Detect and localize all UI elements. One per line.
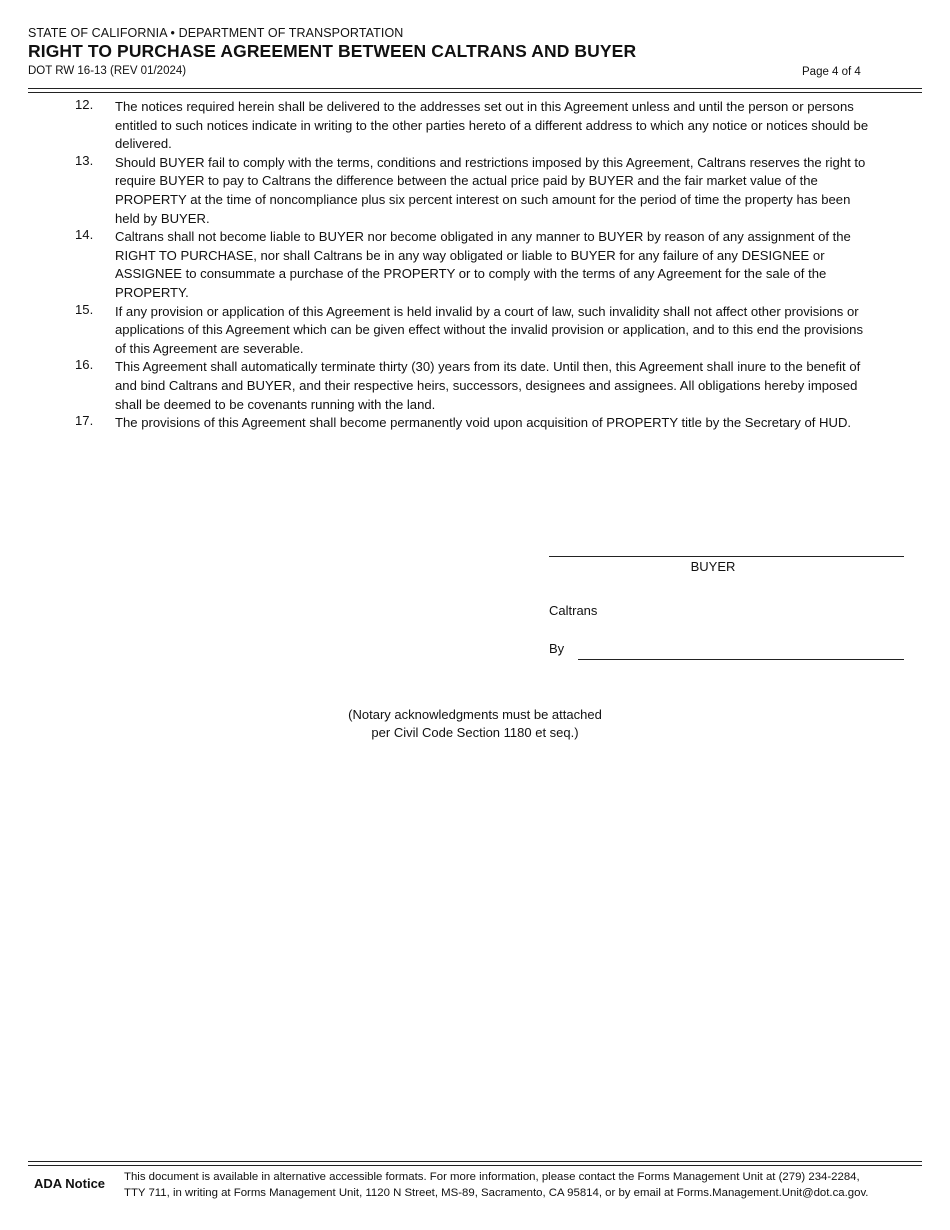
page-title: RIGHT TO PURCHASE AGREEMENT BETWEEN CALTRANS AND BUYER <box>28 41 637 61</box>
ada-line-2: TTY 711, in writing at Forms Management Unit, 1120 N Street, MS-89, Sacramento, CA 95814, or by email at Forms.Management.Unit@dot.ca.gov. <box>124 1186 869 1199</box>
notary-line-2: per Civil Code Section 1180 et seq.) <box>371 724 579 740</box>
clause-text: This Agreement shall automatically terminate thirty (30) years from its date. Until then, this Agreement shall inure to the benefit of and bind Caltrans and BUYER, and their respective heirs, successors, designees and assignees. All obligations hereby imposed shall be deemed to be covenants running with the land. <box>115 359 861 412</box>
notary-line-1: (Notary acknowledgments must be attached <box>348 707 602 722</box>
caltrans-label: Caltrans <box>549 603 598 618</box>
buyer-label: BUYER <box>690 559 736 574</box>
clause-number: 13. <box>75 152 94 168</box>
header-divider <box>28 92 922 93</box>
clause-14 <box>0 228 950 302</box>
page-number: Page 4 of 4 <box>802 66 861 78</box>
by-label: By <box>549 641 565 656</box>
clause-17 <box>0 414 950 433</box>
clause-number: 16. <box>75 357 94 373</box>
clause-text: The notices required herein shall be delivered to the addresses set out in this Agreement unless and until the person or persons entitled to such notices indicate in writing to the other parties hereto of a different address to which any notice or notices should be delivered. <box>115 99 869 152</box>
header-divider <box>28 88 922 89</box>
clause-number: 14. <box>75 227 94 243</box>
clause-16 <box>0 358 950 414</box>
clause-list <box>0 98 950 433</box>
footer-divider <box>28 1165 922 1166</box>
clause-number: 17. <box>75 413 94 429</box>
caltrans-signature-line[interactable] <box>578 659 904 660</box>
clause-text: The provisions of this Agreement shall become permanently void upon acquisition of PROPERTY title by the Secretary of HUD. <box>115 415 852 431</box>
clause-text: Should BUYER fail to comply with the terms, conditions and restrictions imposed by this Agreement, Caltrans reserves the right to require BUYER to pay to Caltrans the difference between the actual price paid by BUYER and the fair market value of the PROPERTY at the time of noncompliance plus six percent interest on such amount for the period of time the property has been held by BUYER. <box>115 154 866 226</box>
footer-divider <box>28 1161 922 1162</box>
ada-line-1: This document is available in alternative accessible formats. For more information, please contact the Forms Management Unit at (279) 234-2284, <box>124 1171 860 1183</box>
notary-note <box>300 706 650 741</box>
clause-13 <box>0 154 950 228</box>
clause-15 <box>0 303 950 359</box>
clause-text: Caltrans shall not become liable to BUYER nor become obligated in any manner to BUYER by reason of any assignment of the RIGHT TO PURCHASE, nor shall Caltrans be in any way obligated or liable to BUYER for any failure of any DESIGNEE or ASSIGNEE to consummate a purchase of the PROPERTY or to comply with the terms of any Agreement for the sale of the PROPERTY. <box>115 229 851 300</box>
form-number: DOT RW 16-13 (REV 01/2024) <box>28 65 187 77</box>
clause-12 <box>0 98 950 154</box>
ada-notice-title: ADA Notice <box>34 1176 106 1191</box>
clause-number: 12. <box>75 97 94 112</box>
agency-line: STATE OF CALIFORNIA • DEPARTMENT OF TRANSPORTATION <box>28 26 404 40</box>
buyer-signature-line[interactable] <box>549 556 904 557</box>
clause-number: 15. <box>75 301 94 317</box>
clause-text: If any provision or application of this Agreement is held invalid by a court of law, such invalidity shall not affect other provisions or applications of this Agreement which can be given effect without the invalid provision or application, and to this end the provisions of this Agreement are severable. <box>115 303 864 356</box>
ada-notice-text <box>124 1170 924 1201</box>
